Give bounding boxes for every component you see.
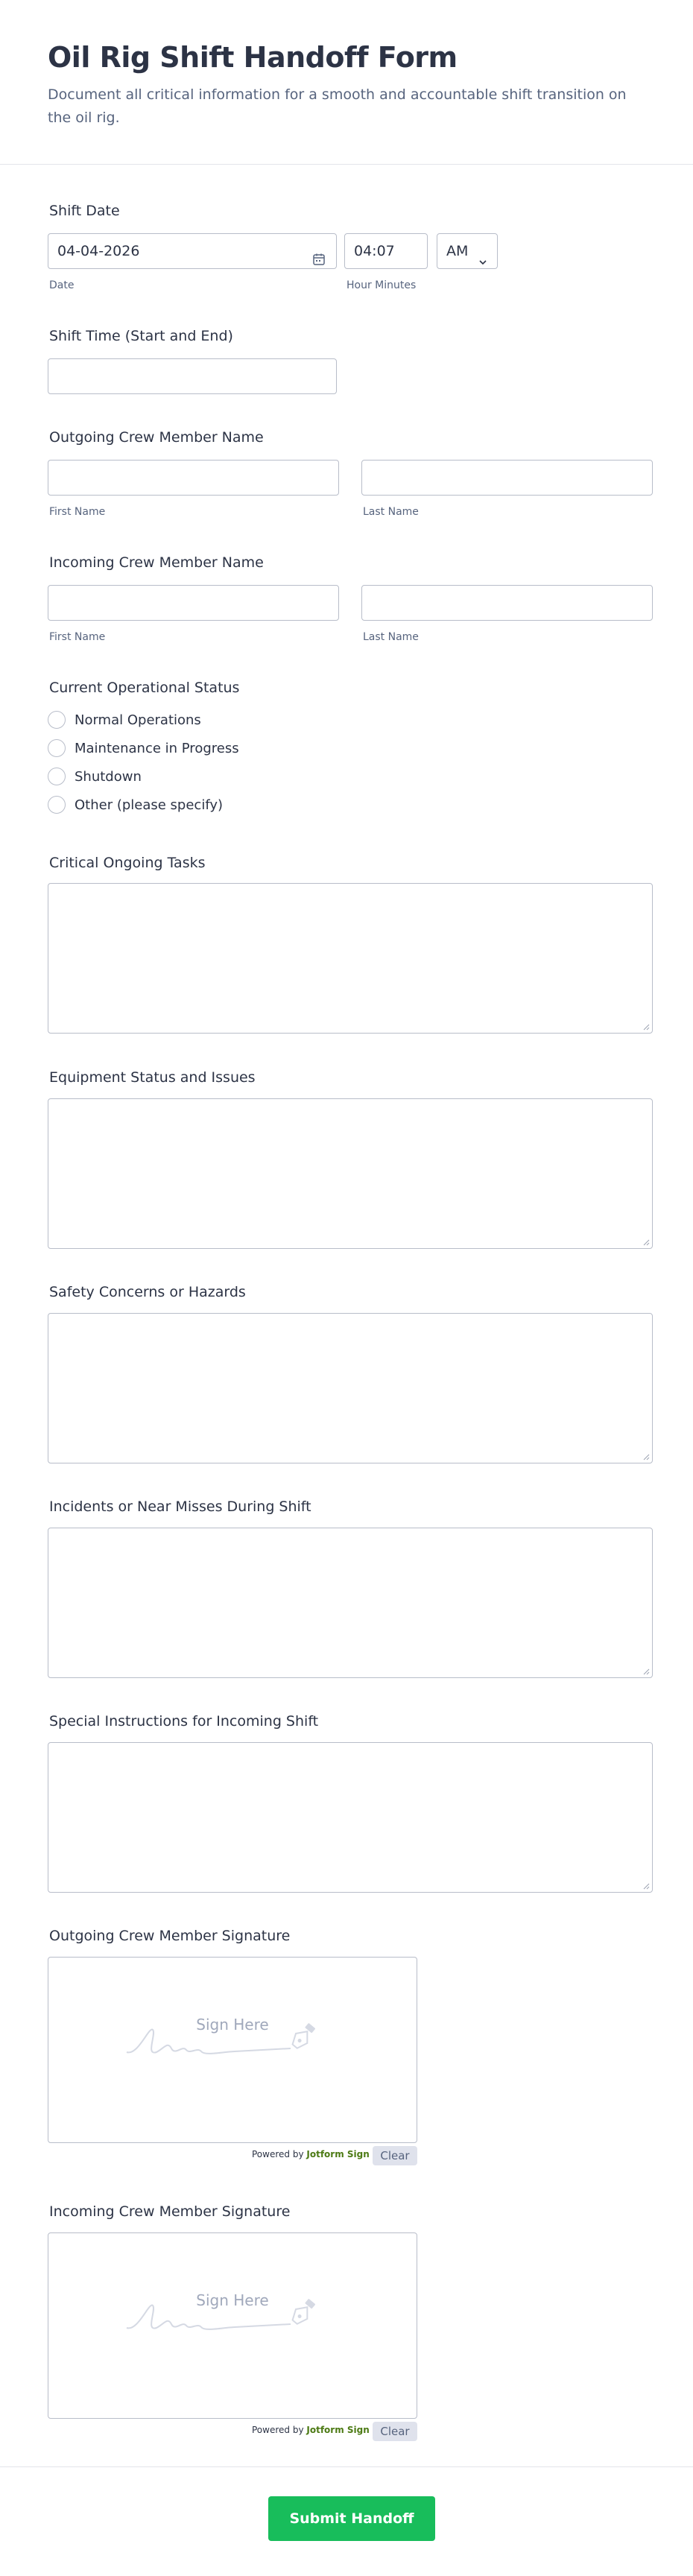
powered-by-text: [252, 2149, 370, 2159]
incoming-last-name-sublabel: Last Name: [363, 631, 419, 643]
resize-handle-icon[interactable]: [643, 1668, 650, 1675]
special-instructions-textarea[interactable]: [48, 1742, 653, 1893]
status-option[interactable]: [48, 765, 142, 788]
form-subtitle: Document all critical information for a smooth and accountable shift transition on the oil rig.: [48, 86, 627, 126]
resize-handle-icon[interactable]: [643, 1883, 650, 1890]
ampm-select[interactable]: [437, 233, 498, 269]
incoming-first-name-input[interactable]: [48, 585, 339, 621]
form-footer: [0, 2466, 693, 2576]
incoming-signature-clear-button[interactable]: Clear: [373, 2422, 417, 2441]
date-sublabel: Date: [49, 279, 75, 291]
radio-button[interactable]: [48, 739, 66, 757]
radio-button[interactable]: [48, 711, 66, 729]
incoming-name-question: [48, 554, 645, 643]
radio-label: Shutdown: [75, 768, 142, 785]
shift-time-label: Shift Time (Start and End): [49, 328, 233, 344]
ampm-value: AM: [446, 243, 469, 259]
incidents-textarea[interactable]: [48, 1528, 653, 1678]
submit-button[interactable]: Submit Handoff: [268, 2496, 435, 2541]
critical-tasks-textarea[interactable]: [48, 883, 653, 1034]
special-instructions-label: Special Instructions for Incoming Shift: [49, 1713, 319, 1730]
date-value: 04-04-2026: [57, 243, 140, 259]
shift-time-input[interactable]: [48, 358, 337, 394]
resize-handle-icon[interactable]: [643, 1024, 650, 1031]
equipment-textarea[interactable]: [48, 1098, 653, 1249]
shift-date-question: [48, 202, 645, 291]
equipment-question: [48, 1069, 645, 1086]
form-title: Oil Rig Shift Handoff Form: [48, 41, 458, 74]
resize-handle-icon[interactable]: [643, 1454, 650, 1461]
incoming-last-name-input[interactable]: [361, 585, 653, 621]
equipment-label: Equipment Status and Issues: [49, 1069, 256, 1086]
signature-scribble-icon: [123, 2294, 339, 2339]
jotform-sign-brand: Jotform Sign: [306, 2425, 370, 2435]
resize-handle-icon[interactable]: [643, 1239, 650, 1246]
special-instructions-question: [48, 1712, 645, 1730]
radio-label: Maintenance in Progress: [75, 740, 239, 756]
shift-time-question: [48, 327, 645, 345]
radio-button[interactable]: [48, 768, 66, 785]
outgoing-signature-label: Outgoing Crew Member Signature: [49, 1928, 291, 1944]
status-option[interactable]: [48, 737, 239, 759]
date-input[interactable]: [48, 233, 337, 269]
outgoing-signature-pad[interactable]: [48, 1957, 417, 2143]
critical-tasks-question: [48, 854, 645, 872]
incoming-signature-question: [48, 2203, 645, 2438]
time-value: 04:07: [354, 243, 395, 259]
safety-label: Safety Concerns or Hazards: [49, 1284, 246, 1300]
radio-label: Normal Operations: [75, 712, 201, 728]
sign-here-placeholder: Sign Here: [196, 2291, 269, 2309]
incidents-question: [48, 1498, 645, 1516]
powered-by-label: Powered by: [252, 2425, 304, 2435]
shift-date-label: Shift Date: [49, 203, 120, 219]
radio-label: Other (please specify): [75, 797, 224, 813]
status-option[interactable]: [48, 794, 223, 816]
outgoing-name-label: Outgoing Crew Member Name: [49, 429, 264, 446]
time-input[interactable]: [344, 233, 428, 269]
incoming-signature-label: Incoming Crew Member Signature: [49, 2203, 291, 2220]
outgoing-signature-question: [48, 1927, 645, 2162]
form-header: [0, 0, 693, 165]
incoming-name-label: Incoming Crew Member Name: [49, 554, 264, 571]
incidents-label: Incidents or Near Misses During Shift: [49, 1499, 311, 1515]
incoming-first-name-sublabel: First Name: [49, 631, 106, 643]
outgoing-first-name-sublabel: First Name: [49, 506, 106, 518]
chevron-down-icon: [478, 246, 488, 256]
safety-question: [48, 1283, 645, 1301]
critical-tasks-label: Critical Ongoing Tasks: [49, 855, 206, 871]
jotform-sign-brand: Jotform Sign: [306, 2149, 370, 2159]
status-option[interactable]: [48, 709, 201, 731]
outgoing-name-question: [48, 428, 645, 518]
outgoing-first-name-input[interactable]: [48, 460, 339, 496]
powered-by-label: Powered by: [252, 2149, 304, 2159]
powered-by-text: [252, 2425, 370, 2435]
outgoing-signature-clear-button[interactable]: Clear: [373, 2146, 417, 2165]
radio-button[interactable]: [48, 796, 66, 814]
time-sublabel: Hour Minutes: [346, 279, 417, 291]
safety-textarea[interactable]: [48, 1313, 653, 1463]
outgoing-last-name-sublabel: Last Name: [363, 506, 419, 518]
signature-scribble-icon: [123, 2019, 339, 2063]
sign-here-placeholder: Sign Here: [196, 2016, 269, 2034]
incoming-signature-pad[interactable]: [48, 2232, 417, 2419]
outgoing-last-name-input[interactable]: [361, 460, 653, 496]
status-question: [48, 679, 645, 813]
calendar-icon[interactable]: [312, 244, 326, 258]
status-label: Current Operational Status: [49, 680, 240, 696]
